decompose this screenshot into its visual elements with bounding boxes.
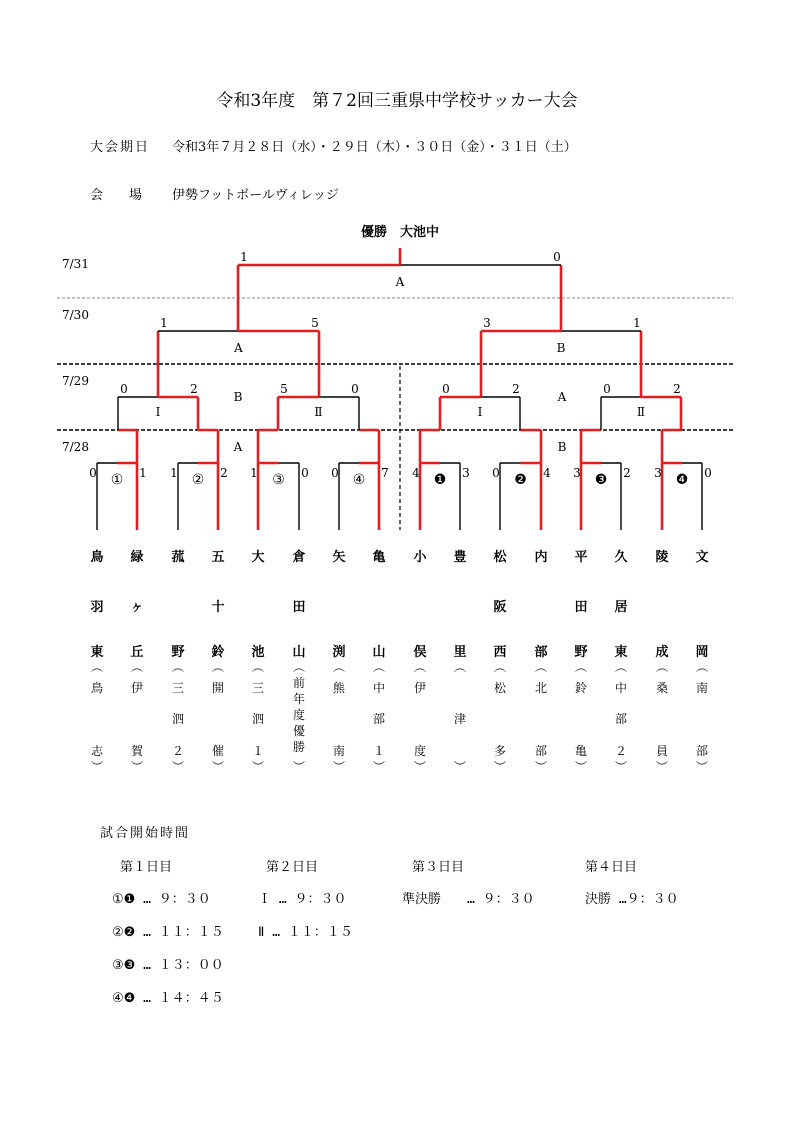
team-name-char: 鳥 — [90, 550, 104, 565]
dates-value: 令和3年７月２８日（水）・２９日（木）・３０日（金）・３１日（土） — [172, 140, 577, 155]
team-region-char: 北 — [534, 681, 547, 695]
qf-score: 5 — [280, 382, 288, 396]
team-region-char: ︵ — [90, 660, 103, 674]
team-region-char: 部 — [372, 712, 385, 726]
team-region-char: ︵ — [130, 660, 143, 674]
team-region-char: 志 — [90, 744, 103, 758]
team-name-char: 山 — [372, 645, 386, 660]
sf-score: 5 — [311, 316, 319, 330]
team-region-char: ︵ — [332, 660, 345, 674]
team-region-char: ２ — [614, 744, 627, 758]
team-region-char: 中 — [614, 681, 627, 695]
team-region-char: 南 — [695, 681, 708, 695]
team-name-char: 陵 — [655, 550, 669, 565]
team-name-char: 岡 — [695, 645, 709, 660]
match-mark: ① — [110, 472, 124, 488]
team-name-char: 緑 — [130, 550, 144, 565]
team-region-char: 桑 — [655, 681, 668, 695]
team-region-char: ︵ — [453, 660, 466, 674]
team-region-char: 開 — [211, 681, 224, 695]
team-name-char: 豊 — [453, 550, 467, 565]
team-name-char: 里 — [453, 645, 467, 660]
team-region-char: 熊 — [332, 681, 345, 695]
team-region-char: 前 — [292, 676, 305, 690]
r1-score: 1 — [250, 466, 258, 480]
r1-score: 3 — [573, 466, 581, 480]
team-region-char: 南 — [332, 744, 345, 758]
date-label: 7/28 — [62, 440, 89, 454]
team-name-char: 平 — [574, 550, 588, 565]
r1-score: 1 — [139, 466, 147, 480]
schedule-day2-header: 第２日目 — [266, 860, 319, 875]
team-region-char: 亀 — [574, 744, 587, 758]
r1-score: 0 — [331, 466, 339, 480]
team-name-char: 五 — [211, 550, 225, 565]
sf-court-label: A — [234, 341, 243, 355]
match-mark: ③ — [272, 472, 285, 488]
team-name-char: 丘 — [130, 645, 144, 660]
r1-score: 2 — [220, 466, 228, 480]
qf-score: 2 — [190, 382, 198, 396]
team-name-char: 倉 — [292, 550, 306, 565]
r1-score: 7 — [381, 466, 389, 480]
match-mark: ❷ — [514, 472, 527, 488]
team-region-char: 伊 — [413, 681, 426, 695]
team-name-char: 久 — [614, 550, 628, 565]
date-label: 7/29 — [62, 374, 89, 388]
schedule-day2-slot: Ⅱ … １１：１５ — [258, 925, 353, 940]
qf-label: Ⅱ — [636, 405, 646, 419]
team-name-char: 亀 — [372, 550, 386, 565]
team-name-char: 西 — [493, 645, 507, 660]
venue-value: 伊勢フットボールヴィレッジ — [172, 188, 339, 203]
match-mark: ❸ — [594, 472, 608, 488]
r1-score: 3 — [462, 466, 470, 480]
team-region-char: 部 — [614, 712, 627, 726]
qf-score: 0 — [120, 382, 128, 396]
team-name-char: 内 — [534, 550, 548, 565]
team-region-char: ︶ — [372, 760, 385, 774]
team-region-char: ︵ — [292, 660, 305, 674]
team-region-char: ︶ — [534, 760, 547, 774]
team-region-char: 鳥 — [90, 681, 103, 695]
team-region-char: 部 — [695, 744, 708, 758]
team-name-char: 小 — [413, 550, 427, 565]
team-name-char: 東 — [614, 645, 628, 660]
qf-label: I — [155, 405, 161, 419]
schedule-day1-slot: ①❶ … ９：３０ — [112, 892, 211, 907]
qf-score: 0 — [442, 382, 450, 396]
schedule-title: 試合開始時間 — [100, 826, 191, 841]
date-label: 7/30 — [62, 308, 89, 322]
team-region-char: 年 — [292, 692, 305, 706]
team-region-char: 中 — [372, 681, 385, 695]
r1-score: 0 — [89, 466, 97, 480]
team-region-char: 三 — [251, 681, 264, 695]
match-mark: ❹ — [675, 472, 689, 488]
team-region-char: ︵ — [534, 660, 547, 674]
team-name-char: 居 — [614, 600, 628, 615]
team-region-char: ︵ — [413, 660, 426, 674]
schedule-day2-slot: Ｉ … ９：３０ — [258, 892, 347, 907]
team-name-char: 松 — [493, 550, 507, 565]
team-region-char: ︵ — [655, 660, 668, 674]
schedule-day1-slot: ③❸ … １３：００ — [112, 958, 224, 973]
schedule-day1-slot: ④❹ … １４：４５ — [112, 991, 224, 1006]
final-score: 0 — [553, 250, 561, 264]
sf-court-label: B — [556, 341, 566, 355]
team-region-char: 優 — [292, 724, 305, 738]
qf-court-label: A — [557, 390, 567, 404]
team-region-char: ︵ — [211, 660, 224, 674]
team-region-char: ︵ — [695, 660, 708, 674]
team-region-char: ︶ — [171, 760, 184, 774]
team-region-char: 鈴 — [574, 681, 587, 695]
r1-score: 4 — [543, 466, 551, 480]
schedule-day3-slot: 準決勝 … ９：３０ — [402, 892, 535, 907]
schedule-day1-slot: ②❷ … １１：１５ — [112, 925, 224, 940]
team-name-char: 野 — [574, 645, 588, 660]
team-region-char: 度 — [292, 708, 305, 722]
team-region-char: ︶ — [211, 760, 224, 774]
qf-court-label: B — [233, 390, 243, 404]
team-region-char: 泗 — [171, 712, 184, 726]
r1-score: 0 — [704, 466, 712, 480]
team-region-char: 員 — [655, 744, 668, 758]
team-name-char: 山 — [292, 645, 306, 660]
r1-score: 1 — [170, 466, 178, 480]
team-region-char: ︶ — [90, 760, 103, 774]
dates-label: 大会期日 — [90, 140, 151, 155]
team-region-char: 度 — [413, 744, 426, 758]
team-region-char: ︶ — [413, 760, 426, 774]
team-name-char: 成 — [655, 645, 669, 660]
team-region-char: ︵ — [251, 660, 264, 674]
team-region-char: １ — [251, 744, 264, 758]
match-mark: ④ — [352, 472, 366, 488]
team-region-char: 泗 — [251, 712, 264, 726]
team-region-char: 多 — [493, 744, 506, 758]
team-name-char: 部 — [534, 645, 548, 660]
qf-score: 0 — [603, 382, 611, 396]
r1-score: 0 — [492, 466, 500, 480]
team-region-char: 部 — [534, 744, 547, 758]
team-name-char: 菰 — [171, 550, 185, 565]
team-name-char: 文 — [695, 550, 709, 565]
team-region-char: 勝 — [292, 740, 305, 754]
team-name-char: 十 — [211, 600, 225, 615]
date-label: 7/31 — [62, 257, 89, 271]
r1-court-label: B — [557, 440, 567, 454]
team-region-char: ︵ — [574, 660, 587, 674]
r1-score: 4 — [412, 466, 420, 480]
team-region-char: ︵ — [614, 660, 627, 674]
team-name-char: 羽 — [90, 600, 104, 615]
team-region-char: ︶ — [292, 760, 305, 774]
qf-score: 2 — [512, 382, 520, 396]
schedule-day1-header: 第１日目 — [120, 860, 173, 875]
team-region-char: ︵ — [372, 660, 385, 674]
team-region-char: ︶ — [614, 760, 627, 774]
team-region-char: 三 — [171, 681, 184, 695]
page-title: 令和3年度 第７2回三重県中学校サッカー大会 — [216, 91, 578, 111]
team-region-char: 津 — [453, 712, 466, 726]
r1-score: 2 — [623, 466, 631, 480]
sf-score: 1 — [160, 316, 168, 330]
final-score: 1 — [240, 250, 248, 264]
team-name-char: 鈴 — [211, 645, 225, 660]
r1-score: 0 — [301, 466, 309, 480]
team-region-char: ︶ — [574, 760, 587, 774]
team-region-char: ︶ — [695, 760, 708, 774]
team-region-char: ︶ — [493, 760, 506, 774]
team-region-char: ︶ — [453, 760, 466, 774]
team-name-char: 田 — [292, 600, 306, 615]
schedule-day4-slot: 決勝 …９：３０ — [585, 892, 679, 907]
sf-score: 1 — [633, 316, 641, 330]
match-mark: ❶ — [433, 472, 447, 488]
team-name-char: 田 — [574, 600, 588, 615]
team-name-char: 大 — [251, 550, 265, 565]
team-name-char: 阪 — [493, 600, 507, 615]
team-region-char: ︶ — [130, 760, 143, 774]
team-region-char: ︵ — [171, 660, 184, 674]
team-region-char: 松 — [493, 681, 506, 695]
team-name-char: 東 — [90, 645, 104, 660]
match-mark: ② — [191, 472, 205, 488]
schedule-day4-header: 第４日目 — [585, 860, 638, 875]
team-name-char: 野 — [171, 645, 185, 660]
team-region-char: 賀 — [130, 744, 143, 758]
schedule-day3-header: 第３日目 — [412, 860, 465, 875]
team-region-char: ︶ — [332, 760, 345, 774]
qf-score: 2 — [673, 382, 681, 396]
r1-court-label: A — [233, 440, 243, 454]
sf-score: 3 — [483, 316, 491, 330]
team-region-char: ︵ — [493, 660, 506, 674]
r1-score: 3 — [654, 466, 662, 480]
qf-label: Ⅱ — [314, 405, 323, 419]
venue-label: 会 場 — [90, 188, 143, 203]
team-region-char: １ — [372, 744, 385, 758]
qf-label: I — [477, 405, 483, 419]
team-region-char: ２ — [171, 744, 184, 758]
team-name-char: 矢 — [332, 550, 346, 565]
team-region-char: 催 — [211, 744, 224, 758]
team-name-char: 池 — [251, 645, 265, 660]
team-region-char: ︶ — [655, 760, 668, 774]
team-name-char: 俣 — [413, 645, 427, 660]
team-name-char: ヶ — [130, 600, 144, 615]
final-court-label: A — [395, 275, 405, 289]
qf-score: 0 — [351, 382, 359, 396]
team-region-char: ︶ — [251, 760, 264, 774]
team-name-char: 渕 — [332, 645, 346, 660]
team-region-char: 伊 — [130, 681, 143, 695]
champion-label: 優勝 大池中 — [360, 225, 440, 240]
